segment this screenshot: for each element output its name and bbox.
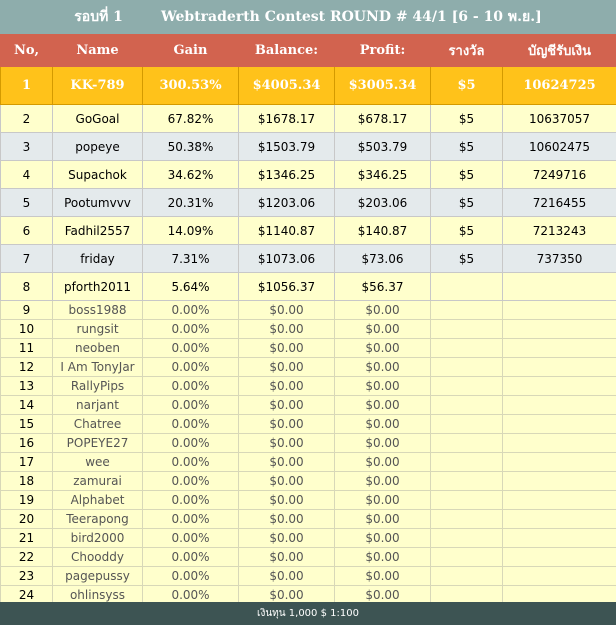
name-cell: RallyPips [53,377,143,396]
balance-cell: $4005.34 [239,67,335,105]
rank-cell: 3 [1,133,53,161]
name-cell: pagepussy [53,567,143,586]
table-row [1,529,616,548]
gain-cell: 0.00% [143,434,239,453]
name-cell: rungsit [53,320,143,339]
balance-cell: $0.00 [239,415,335,434]
prize-cell: $5 [431,105,503,133]
profit-cell: $0.00 [335,567,431,586]
account-cell: 7216455 [503,189,616,217]
account-cell [503,301,616,320]
gain-cell: 0.00% [143,567,239,586]
header-row [1,35,616,67]
rank-cell: 20 [1,510,53,529]
table-row [1,273,616,301]
contest-title: Webtraderth Contest ROUND # 44/1 [6 - 10 พ.ย.] [160,9,542,25]
rank-cell: 14 [1,396,53,415]
account-cell [503,320,616,339]
prize-cell [431,548,503,567]
table-row [1,396,616,415]
prize-cell [431,273,503,301]
rank-cell: 17 [1,453,53,472]
name-cell: KK-789 [53,67,143,105]
account-cell [503,377,616,396]
balance-cell: $1203.06 [239,189,335,217]
prize-cell [431,567,503,586]
footer-text: เงินทุน 1,000 $ 1:100 [257,608,359,619]
rank-cell: 6 [1,217,53,245]
profit-cell: $0.00 [335,301,431,320]
balance-cell: $0.00 [239,529,335,548]
profit-cell: $346.25 [335,161,431,189]
gain-cell: 300.53% [143,67,239,105]
gain-cell: 67.82% [143,105,239,133]
table-row [1,358,616,377]
account-cell [503,434,616,453]
rank-cell: 13 [1,377,53,396]
prize-cell [431,377,503,396]
profit-cell: $0.00 [335,339,431,358]
profit-cell: $0.00 [335,377,431,396]
balance-cell: $0.00 [239,510,335,529]
gain-cell: 0.00% [143,472,239,491]
rank-cell: 2 [1,105,53,133]
name-cell: Chooddy [53,548,143,567]
table-row [1,217,616,245]
balance-cell: $0.00 [239,586,335,605]
profit-cell: $3005.34 [335,67,431,105]
profit-cell: $0.00 [335,453,431,472]
balance-cell: $0.00 [239,453,335,472]
rank-cell: 4 [1,161,53,189]
balance-cell: $0.00 [239,301,335,320]
account-cell: 10602475 [503,133,616,161]
table-row [1,320,616,339]
profit-cell: $678.17 [335,105,431,133]
header-no: No, [1,35,53,67]
name-cell: I Am TonyJar [53,358,143,377]
account-cell: 737350 [503,245,616,273]
rank-cell: 8 [1,273,53,301]
account-cell [503,529,616,548]
header-balance: Balance: [239,35,335,67]
rank-cell: 1 [1,67,53,105]
balance-cell: $1073.06 [239,245,335,273]
account-cell [503,510,616,529]
table-row [1,453,616,472]
round-label: รอบที่ 1 [74,9,123,25]
name-cell: Alphabet [53,491,143,510]
profit-cell: $0.00 [335,358,431,377]
rank-cell: 9 [1,301,53,320]
prize-cell [431,301,503,320]
profit-cell: $0.00 [335,529,431,548]
balance-cell: $0.00 [239,358,335,377]
rank-cell: 22 [1,548,53,567]
account-cell: 7213243 [503,217,616,245]
prize-cell [431,320,503,339]
profit-cell: $0.00 [335,586,431,605]
header-gain: Gain [143,35,239,67]
name-cell: friday [53,245,143,273]
table-row [1,567,616,586]
prize-cell [431,472,503,491]
name-cell: bird2000 [53,529,143,548]
balance-cell: $1503.79 [239,133,335,161]
rank-cell: 11 [1,339,53,358]
account-cell [503,415,616,434]
profit-cell: $0.00 [335,472,431,491]
balance-cell: $0.00 [239,472,335,491]
gain-cell: 0.00% [143,548,239,567]
title-bar [0,0,616,34]
header-profit: Profit: [335,35,431,67]
prize-cell [431,510,503,529]
profit-cell: $0.00 [335,548,431,567]
name-cell: popeye [53,133,143,161]
gain-cell: 0.00% [143,529,239,548]
prize-cell: $5 [431,245,503,273]
table-row [1,472,616,491]
gain-cell: 20.31% [143,189,239,217]
account-cell: 10624725 [503,67,616,105]
prize-cell [431,396,503,415]
account-cell: 7249716 [503,161,616,189]
profit-cell: $0.00 [335,320,431,339]
gain-cell: 0.00% [143,491,239,510]
account-cell [503,567,616,586]
name-cell: narjant [53,396,143,415]
rank-cell: 21 [1,529,53,548]
profit-cell: $73.06 [335,245,431,273]
table-row [1,377,616,396]
balance-cell: $1678.17 [239,105,335,133]
gain-cell: 0.00% [143,415,239,434]
gain-cell: 50.38% [143,133,239,161]
prize-cell: $5 [431,189,503,217]
profit-cell: $0.00 [335,434,431,453]
name-cell: Fadhil2557 [53,217,143,245]
rank-cell: 19 [1,491,53,510]
rank-cell: 15 [1,415,53,434]
prize-cell: $5 [431,217,503,245]
prize-cell: $5 [431,133,503,161]
rank-cell: 7 [1,245,53,273]
gain-cell: 14.09% [143,217,239,245]
gain-cell: 0.00% [143,301,239,320]
rank-cell: 12 [1,358,53,377]
name-cell: Supachok [53,161,143,189]
name-cell: wee [53,453,143,472]
balance-cell: $0.00 [239,491,335,510]
table-row [1,161,616,189]
gain-cell: 0.00% [143,586,239,605]
gain-cell: 0.00% [143,396,239,415]
account-cell [503,273,616,301]
balance-cell: $0.00 [239,548,335,567]
balance-cell: $0.00 [239,339,335,358]
footer-bar [0,602,616,625]
rank-cell: 18 [1,472,53,491]
gain-cell: 34.62% [143,161,239,189]
balance-cell: $0.00 [239,434,335,453]
balance-cell: $1056.37 [239,273,335,301]
name-cell: neoben [53,339,143,358]
profit-cell: $0.00 [335,510,431,529]
rank-cell: 5 [1,189,53,217]
table-row [1,491,616,510]
profit-cell: $140.87 [335,217,431,245]
profit-cell: $203.06 [335,189,431,217]
name-cell: ohlinsyss [53,586,143,605]
name-cell: boss1988 [53,301,143,320]
prize-cell [431,358,503,377]
table-row [1,339,616,358]
gain-cell: 0.00% [143,377,239,396]
table-row [1,105,616,133]
name-cell: GoGoal [53,105,143,133]
prize-cell [431,491,503,510]
table-row [1,245,616,273]
gain-cell: 0.00% [143,358,239,377]
prize-cell [431,434,503,453]
header-name: Name [53,35,143,67]
table-row [1,548,616,567]
table-row [1,301,616,320]
profit-cell: $56.37 [335,273,431,301]
profit-cell: $503.79 [335,133,431,161]
account-cell: 10637057 [503,105,616,133]
profit-cell: $0.00 [335,396,431,415]
gain-cell: 0.00% [143,339,239,358]
table-row [1,415,616,434]
rank-cell: 16 [1,434,53,453]
ranking-table [0,34,616,605]
prize-cell: $5 [431,161,503,189]
account-cell [503,339,616,358]
balance-cell: $0.00 [239,377,335,396]
table-row [1,434,616,453]
account-cell [503,491,616,510]
balance-cell: $0.00 [239,567,335,586]
account-cell [503,548,616,567]
name-cell: Teerapong [53,510,143,529]
rank-cell: 10 [1,320,53,339]
gain-cell: 0.00% [143,510,239,529]
prize-cell [431,415,503,434]
profit-cell: $0.00 [335,415,431,434]
table-row [1,189,616,217]
prize-cell [431,339,503,358]
account-cell [503,358,616,377]
name-cell: Pootumvvv [53,189,143,217]
account-cell [503,396,616,415]
account-cell [503,472,616,491]
prize-cell [431,529,503,548]
balance-cell: $1140.87 [239,217,335,245]
name-cell: zamurai [53,472,143,491]
account-cell [503,453,616,472]
gain-cell: 0.00% [143,320,239,339]
prize-cell: $5 [431,67,503,105]
header-account: บัญชีรับเงิน [503,35,616,67]
name-cell: Chatree [53,415,143,434]
balance-cell: $0.00 [239,396,335,415]
name-cell: POPEYE27 [53,434,143,453]
profit-cell: $0.00 [335,491,431,510]
gain-cell: 7.31% [143,245,239,273]
gain-cell: 5.64% [143,273,239,301]
rank-cell: 23 [1,567,53,586]
ranking-rows [1,67,616,605]
prize-cell [431,453,503,472]
name-cell: pforth2011 [53,273,143,301]
table-row [1,67,616,105]
header-prize: รางวัล [431,35,503,67]
table-row [1,133,616,161]
balance-cell: $1346.25 [239,161,335,189]
balance-cell: $0.00 [239,320,335,339]
table-row [1,510,616,529]
rank-cell: 24 [1,586,53,605]
gain-cell: 0.00% [143,453,239,472]
